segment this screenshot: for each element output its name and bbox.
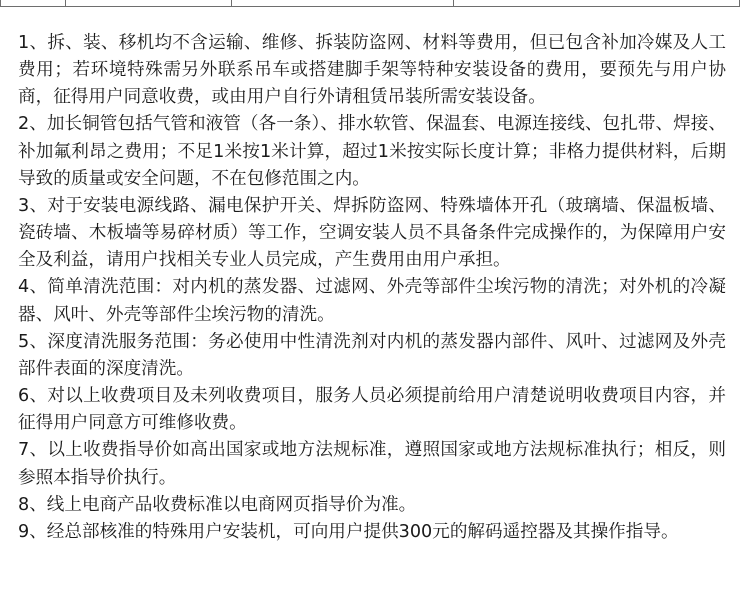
note-item-9: 9、经总部核准的特殊用户安装机，可向用户提供300元的解码遥控器及其操作指导。 [18, 521, 679, 542]
fee-notes-list [18, 30, 726, 546]
note-item-3: 3、对于安装电源线路、漏电保护开关、焊拆防盗网、特殊墙体开孔（玻璃墙、保温板墙、瓷砖墙、木板墙等易碎材质）等工作，空调安装人员不具备条件完成操作的，为保障用户安全及利益，请用户找相关专业人员完成，产生费用由用户承担。 [18, 195, 726, 271]
table-column-divider [231, 0, 232, 6]
table-column-divider [65, 0, 66, 6]
note-item-1: 1、拆、装、移机均不含运输、维修、拆装防盗网、材料等费用，但已包含补加冷媒及人工费用；若环境特殊需另外联系吊车或搭建脚手架等特种安装设备的费用，要预先与用户协商，征得用户同意收费，或由用户自行外请租赁吊装所需安装设备。 [18, 33, 726, 108]
note-item-7: 7、以上收费指导价如高出国家或地方法规标准，遵照国家或地方法规标准执行；相反，则参照本指导价执行。 [18, 440, 726, 488]
table-bottom-edge [0, 0, 740, 7]
note-item-4: 4、简单清洗范围：对内机的蒸发器、过滤网、外壳等部件尘埃污物的清洗；对外机的冷凝器、风叶、外壳等部件尘埃污物的清洗。 [18, 277, 726, 325]
note-item-5: 5、深度清洗服务范围：务必使用中性清洗剂对内机的蒸发器内部件、风叶、过滤网及外壳部件表面的深度清洗。 [18, 331, 726, 379]
note-item-8: 8、线上电商产品收费标准以电商网页指导价为准。 [18, 494, 417, 515]
table-column-divider [453, 0, 454, 6]
note-item-2: 2、加长铜管包括气管和液管（各一条）、排水软管、保温套、电源连接线、包扎带、焊接、补加氟利昂之费用；不足1米按1米计算，超过1米按实际长度计算；非格力提供材料，后期导致的质量或安全问题，不在包修范围之内。 [18, 114, 726, 189]
note-item-6: 6、对以上收费项目及未列收费项目，服务人员必须提前给用户清楚说明收费项目内容，并征得用户同意方可维修收费。 [18, 386, 726, 434]
